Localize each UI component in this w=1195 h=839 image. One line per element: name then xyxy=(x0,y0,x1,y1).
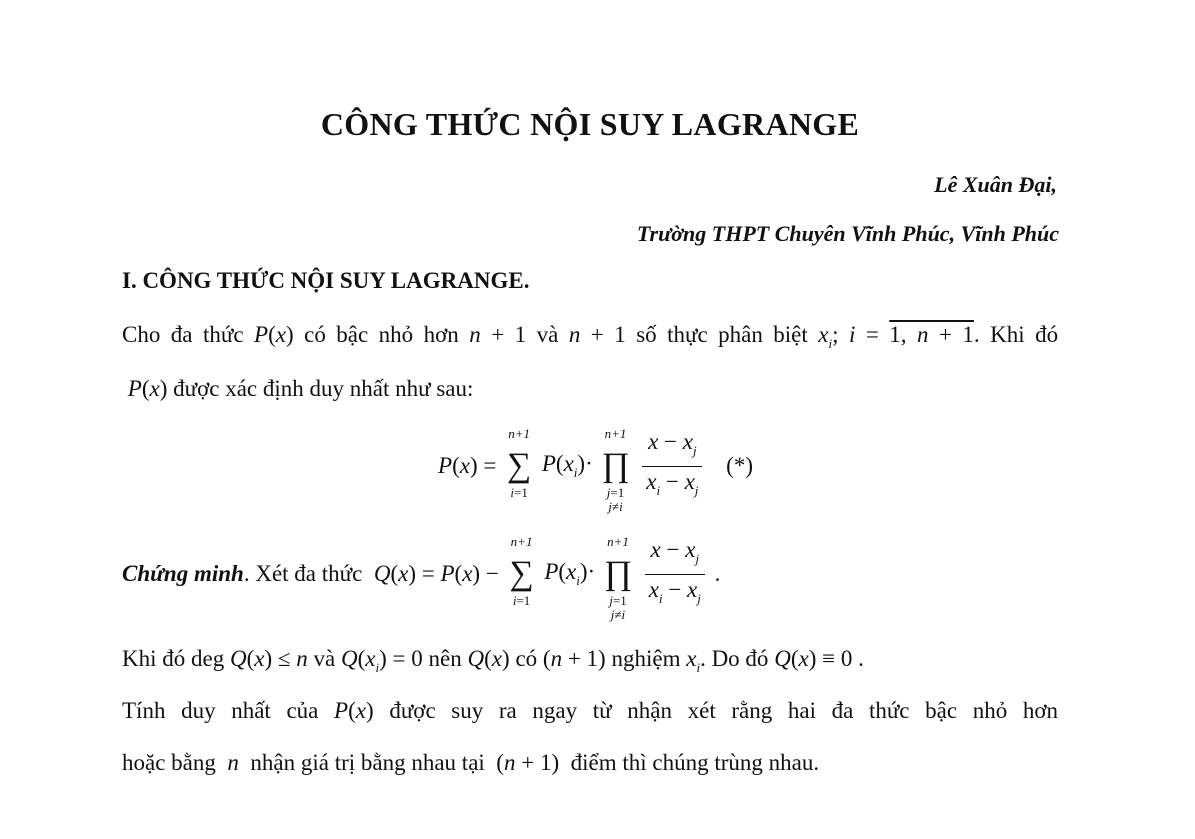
author-affiliation: Trường THPT Chuyên Vĩnh Phúc, Vĩnh Phúc xyxy=(636,221,1059,246)
sum-operator-2: n+1 ∑ i=1 xyxy=(509,534,534,608)
author-name: Lê Xuân Đại, xyxy=(934,172,1057,197)
math-xi: $x_i$ xyxy=(686,646,701,675)
paragraph-intro-line-2: P(x) được xác định duy nhất như sau: xyxy=(122,376,473,402)
math-n-plus-1-paren: (n + 1) xyxy=(542,646,606,671)
section-heading: I. CÔNG THỨC NỘI SUY LAGRANGE. xyxy=(122,268,530,293)
lagrange-formula: P(x) = n+1 ∑ i=1 $P(x_i)\cdot$ n+1 ∏ j=1 j≠i $\frac{x - x_j}{x_i - x_j}$ (*) xyxy=(438,426,753,514)
math-px-3: P(x) xyxy=(334,698,374,723)
math-n-plus-1: n + 1 xyxy=(469,322,527,347)
product-operator-2: n+1 ∏ j=1 j≠i xyxy=(603,534,632,622)
degree-line: Khi đó deg Q(x) ≤ n và $Q(x_i) = 0$ nên Q(x) có (n + 1) nghiệm $x_i$. Do đó Q(x) ≡ 0 . xyxy=(122,646,864,675)
document-title: CÔNG THỨC NỘI SUY LAGRANGE xyxy=(320,106,860,142)
math-qx-identical-zero: Q(x) ≡ 0 . xyxy=(774,646,864,671)
math-n-plus-1-b: n + 1 xyxy=(568,322,626,347)
math-xi-range: $x_i$; i = 1, n + 1. Khi đó xyxy=(818,322,1059,351)
math-px: P(x) xyxy=(254,322,294,347)
math-px-2: P(x) xyxy=(127,376,168,401)
math-deg: deg Q(x) ≤ n xyxy=(191,646,308,671)
math-qx: Q(x) xyxy=(467,646,510,671)
proof-line: Chứng minh. Xét đa thức Q(x) = P(x) − n+1 ∑ i=1 $P(x_i)\cdot$ n+1 ∏ j=1 j≠i $\frac{x - x_j}{x_i - x_j}$ . xyxy=(122,534,721,622)
math-qx-def: Q(x) = P(x) − xyxy=(373,561,499,586)
sum-operator: n+1 ∑ i=1 xyxy=(506,426,532,500)
uniqueness-line-2: hoặc bằng n nhận giá trị bằng nhau tại (n + 1) điểm thì chúng trùng nhau. xyxy=(122,750,820,775)
math-qxi-zero: $Q(x_i) = 0$ xyxy=(341,646,423,675)
proof-label: Chứng minh xyxy=(122,561,244,586)
paragraph-intro-line-1: Cho đa thức P(x) có bậc nhỏ hơn n + 1 và n + 1 số thực phân biệt $x_i$; i = 1, n + 1. Khi đó xyxy=(122,322,1059,351)
lagrange-fraction-2: $\frac{x - x_j}{x_i - x_j}$ xyxy=(645,535,705,614)
math-n-plus-1-paren-2: (n + 1) xyxy=(490,750,565,775)
lagrange-fraction: $\frac{x - x_j}{x_i - x_j}$ xyxy=(642,427,702,506)
product-operator: n+1 ∏ j=1 j≠i xyxy=(601,426,630,514)
math-n: n xyxy=(227,750,239,775)
formula-tag: (*) xyxy=(726,453,753,478)
uniqueness-line-1: Tính duy nhất của P(x) được suy ra ngay từ nhận xét rằng hai đa thức bậc nhỏ hơn xyxy=(122,698,1059,723)
